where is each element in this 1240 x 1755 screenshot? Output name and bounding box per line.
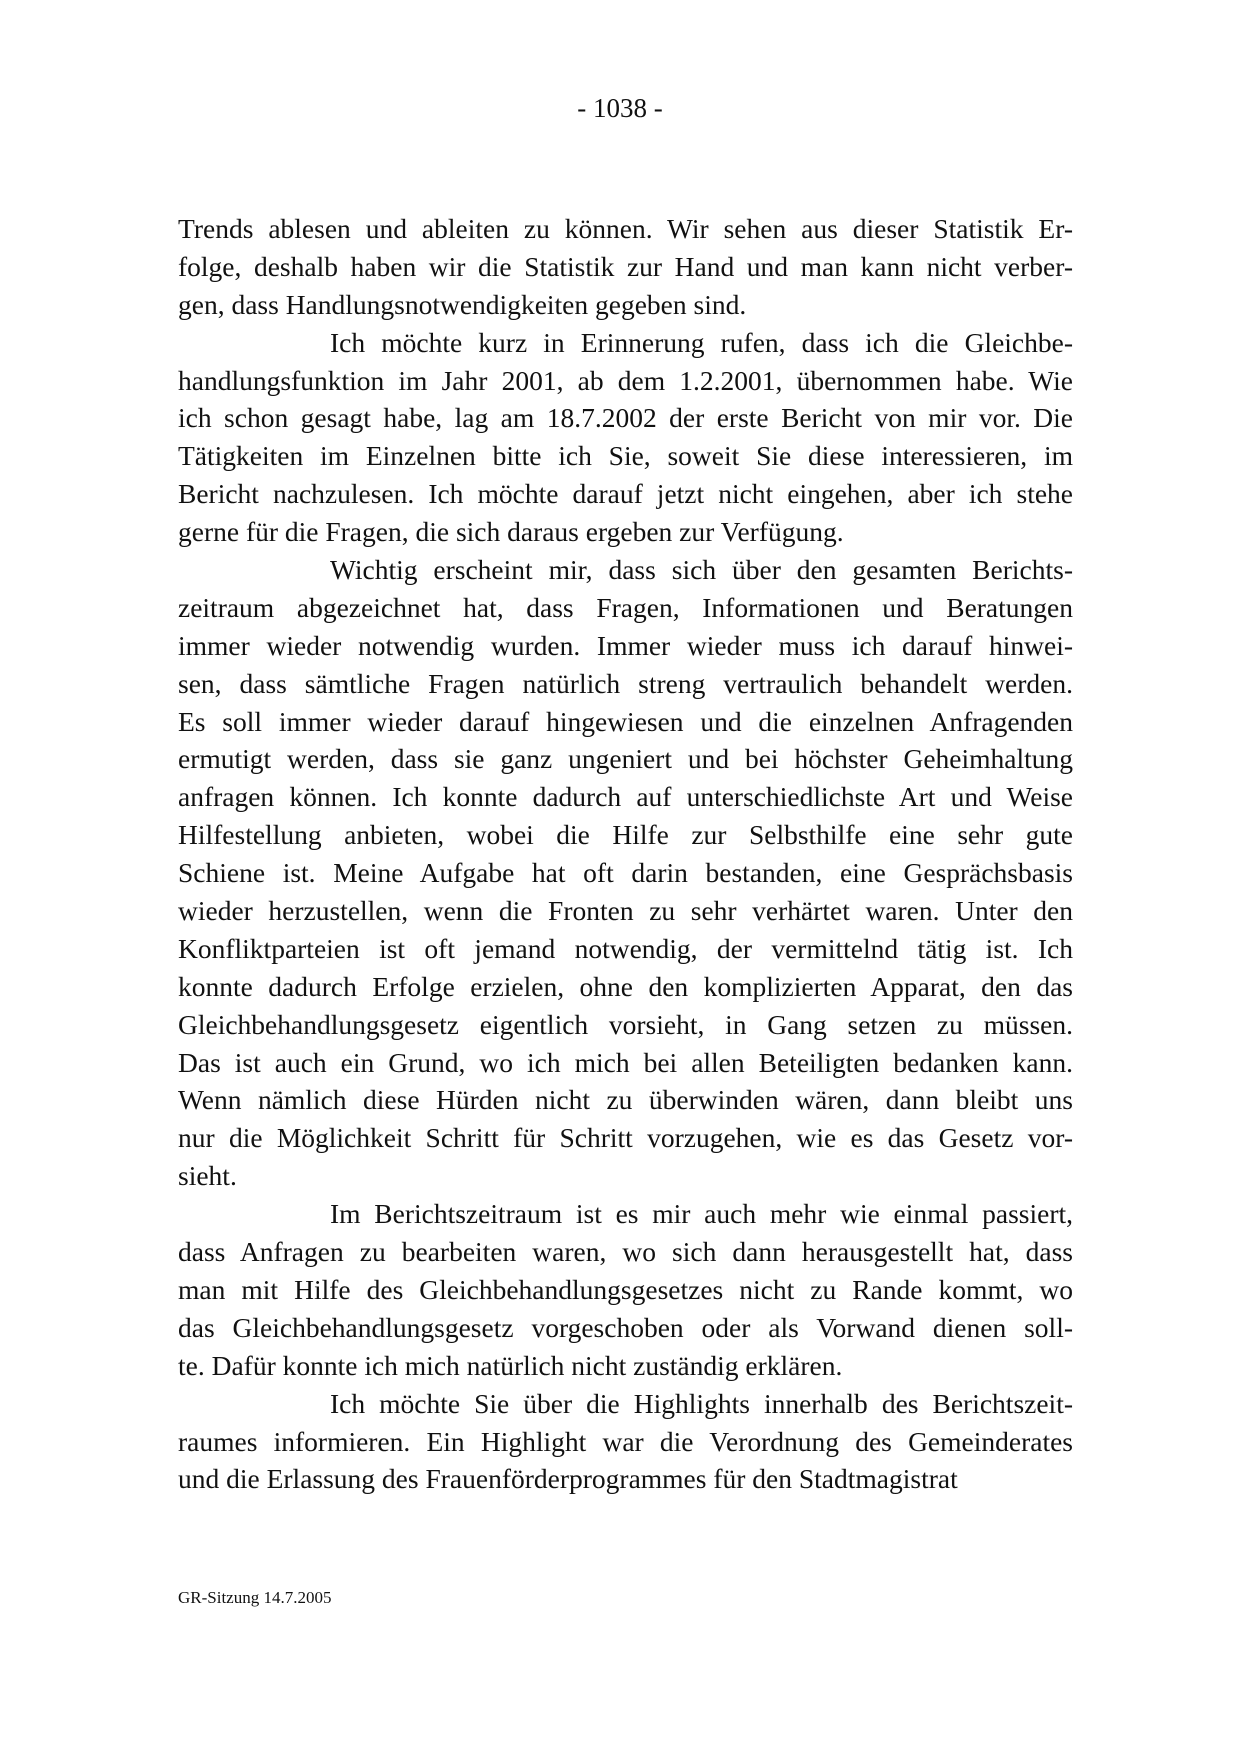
text-line: sieht. <box>178 1160 237 1192</box>
text-line: Konfliktparteien ist oft jemand notwendig, der vermittelnd tätig ist. Ich <box>178 932 1073 964</box>
footer-session-date: GR-Sitzung 14.7.2005 <box>178 1588 332 1607</box>
paragraph <box>178 210 1073 324</box>
text-line: handlungsfunktion im Jahr 2001, ab dem 1.2.2001, übernommen habe. Wie <box>178 364 1073 396</box>
paragraph <box>178 324 1073 551</box>
paragraph <box>178 1195 1073 1384</box>
text-line: zeitraum abgezeichnet hat, dass Fragen, Informationen und Beratungen <box>178 591 1073 623</box>
text-line: te. Dafür konnte ich mich natürlich nicht zuständig erklären. <box>178 1349 843 1381</box>
text-line: Schiene ist. Meine Aufgabe hat oft darin bestanden, eine Gesprächsbasis <box>178 857 1073 889</box>
text-line: und die Erlassung des Frauenförderprogrammes für den Stadtmagistrat <box>178 1463 958 1495</box>
text-line: anfragen können. Ich konnte dadurch auf unterschiedlichste Art und Weise <box>178 781 1073 813</box>
text-line: gen, dass Handlungsnotwendigkeiten gegeben sind. <box>178 288 747 320</box>
text-line: das Gleichbehandlungsgesetz vorgeschoben oder als Vorwand dienen soll- <box>178 1311 1073 1343</box>
text-line: Bericht nachzulesen. Ich möchte darauf jetzt nicht eingehen, aber ich stehe <box>178 478 1073 510</box>
text-line: Wenn nämlich diese Hürden nicht zu überwinden wären, dann bleibt uns <box>178 1084 1073 1116</box>
text-line: Tätigkeiten im Einzelnen bitte ich Sie, soweit Sie diese interessieren, im <box>178 440 1073 472</box>
page-number: - 1038 - <box>577 93 663 123</box>
text-line: ich schon gesagt habe, lag am 18.7.2002 der erste Bericht von mir vor. Die <box>178 402 1073 434</box>
text-line: Im Berichtszeitraum ist es mir auch mehr wie einmal passiert, <box>330 1198 1073 1230</box>
text-line: Ich möchte kurz in Erinnerung rufen, dass ich die Gleichbe- <box>330 326 1073 358</box>
paragraph <box>178 1385 1073 1499</box>
text-line: Trends ablesen und ableiten zu können. Wir sehen aus dieser Statistik Er- <box>178 213 1073 244</box>
text-line: Wichtig erscheint mir, dass sich über den gesamten Berichts- <box>330 554 1073 586</box>
text-line: man mit Hilfe des Gleichbehandlungsgesetzes nicht zu Rande kommt, wo <box>178 1273 1073 1305</box>
text-line: nur die Möglichkeit Schritt für Schritt vorzugehen, wie es das Gesetz vor- <box>178 1122 1073 1154</box>
text-line: ermutigt werden, dass sie ganz ungeniert und bei höchster Geheimhaltung <box>178 743 1073 775</box>
text-line: raumes informieren. Ein Highlight war die Verordnung des Gemeinderates <box>178 1425 1073 1457</box>
text-line: folge, deshalb haben wir die Statistik zur Hand und man kann nicht verber- <box>178 250 1073 282</box>
text-line: Das ist auch ein Grund, wo ich mich bei allen Beteiligten bedanken kann. <box>178 1046 1073 1078</box>
text-line: immer wieder notwendig wurden. Immer wieder muss ich darauf hinwei- <box>178 629 1073 661</box>
text-line: gerne für die Fragen, die sich daraus ergeben zur Verfügung. <box>178 516 844 548</box>
text-line: Es soll immer wieder darauf hingewiesen und die einzelnen Anfragenden <box>178 705 1073 737</box>
text-line: dass Anfragen zu bearbeiten waren, wo sich dann herausgestellt hat, dass <box>178 1236 1073 1268</box>
paragraph <box>178 551 1073 1195</box>
text-line: konnte dadurch Erfolge erzielen, ohne den komplizierten Apparat, den das <box>178 970 1073 1002</box>
text-line: sen, dass sämtliche Fragen natürlich streng vertraulich behandelt werden. <box>178 667 1073 699</box>
text-line: Gleichbehandlungsgesetz eigentlich vorsieht, in Gang setzen zu müssen. <box>178 1008 1073 1040</box>
text-line: Ich möchte Sie über die Highlights innerhalb des Berichtszeit- <box>330 1387 1073 1419</box>
text-line: wieder herzustellen, wenn die Fronten zu sehr verhärtet waren. Unter den <box>178 895 1073 927</box>
text-line: Hilfestellung anbieten, wobei die Hilfe zur Selbsthilfe eine sehr gute <box>178 819 1073 851</box>
body-text <box>178 210 1073 1498</box>
